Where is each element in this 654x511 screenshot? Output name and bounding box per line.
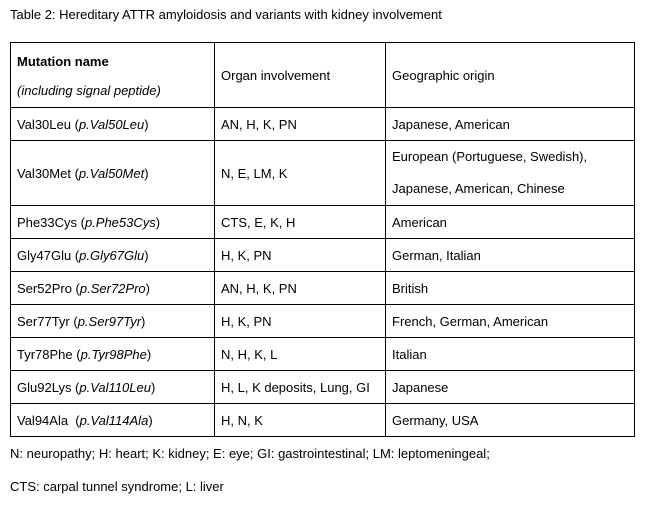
header-mutation-name: Mutation name (including signal peptide): [11, 43, 215, 108]
organ-cell: AN, H, K, PN: [215, 108, 386, 141]
mutation-cell: Phe33Cys (p.Phe53Cys): [11, 206, 215, 239]
origin-cell: European (Portuguese, Swedish), Japanese, American, Chinese: [386, 141, 635, 206]
table-row: [11, 338, 635, 371]
mutation-cell: Gly47Glu (p.Gly67Glu): [11, 239, 215, 272]
mutation-cell: Ser52Pro (p.Ser72Pro): [11, 272, 215, 305]
header-geographic-origin: Geographic origin: [386, 43, 635, 108]
variants-table: [10, 42, 635, 437]
organ-cell: H, L, K deposits, Lung, GI: [215, 371, 386, 404]
header-organ-involvement: Organ involvement: [215, 43, 386, 108]
organ-cell: N, H, K, L: [215, 338, 386, 371]
origin-cell: American: [386, 206, 635, 239]
organ-cell: CTS, E, K, H: [215, 206, 386, 239]
origin-cell: German, Italian: [386, 239, 635, 272]
organ-cell: H, K, PN: [215, 305, 386, 338]
organ-cell: H, N, K: [215, 404, 386, 437]
organ-cell: N, E, LM, K: [215, 141, 386, 206]
table-row: [11, 272, 635, 305]
origin-cell: Germany, USA: [386, 404, 635, 437]
table-row: [11, 404, 635, 437]
origin-cell: Japanese, American: [386, 108, 635, 141]
organ-cell: H, K, PN: [215, 239, 386, 272]
legend-line-2: CTS: carpal tunnel syndrome; L: liver: [10, 479, 224, 494]
organ-cell: AN, H, K, PN: [215, 272, 386, 305]
origin-cell: British: [386, 272, 635, 305]
table-row: [11, 239, 635, 272]
mutation-cell: Glu92Lys (p.Val110Leu): [11, 371, 215, 404]
table-header-row: [11, 43, 635, 108]
mutation-cell: Tyr78Phe (p.Tyr98Phe): [11, 338, 215, 371]
table-row: [11, 141, 635, 206]
origin-cell: Japanese: [386, 371, 635, 404]
origin-cell: Italian: [386, 338, 635, 371]
table-row: [11, 371, 635, 404]
table-row: [11, 305, 635, 338]
mutation-cell: Ser77Tyr (p.Ser97Tyr): [11, 305, 215, 338]
legend-line-1: N: neuropathy; H: heart; K: kidney; E: eye; GI: gastrointestinal; LM: leptomeningeal;: [10, 446, 490, 461]
table-caption: Table 2: Hereditary ATTR amyloidosis and variants with kidney involvement: [10, 7, 442, 22]
mutation-cell: Val30Met (p.Val50Met): [11, 141, 215, 206]
table-row: [11, 108, 635, 141]
table-row: [11, 206, 635, 239]
mutation-cell: Val94Ala (p.Val114Ala): [11, 404, 215, 437]
origin-cell: French, German, American: [386, 305, 635, 338]
mutation-cell: Val30Leu (p.Val50Leu): [11, 108, 215, 141]
